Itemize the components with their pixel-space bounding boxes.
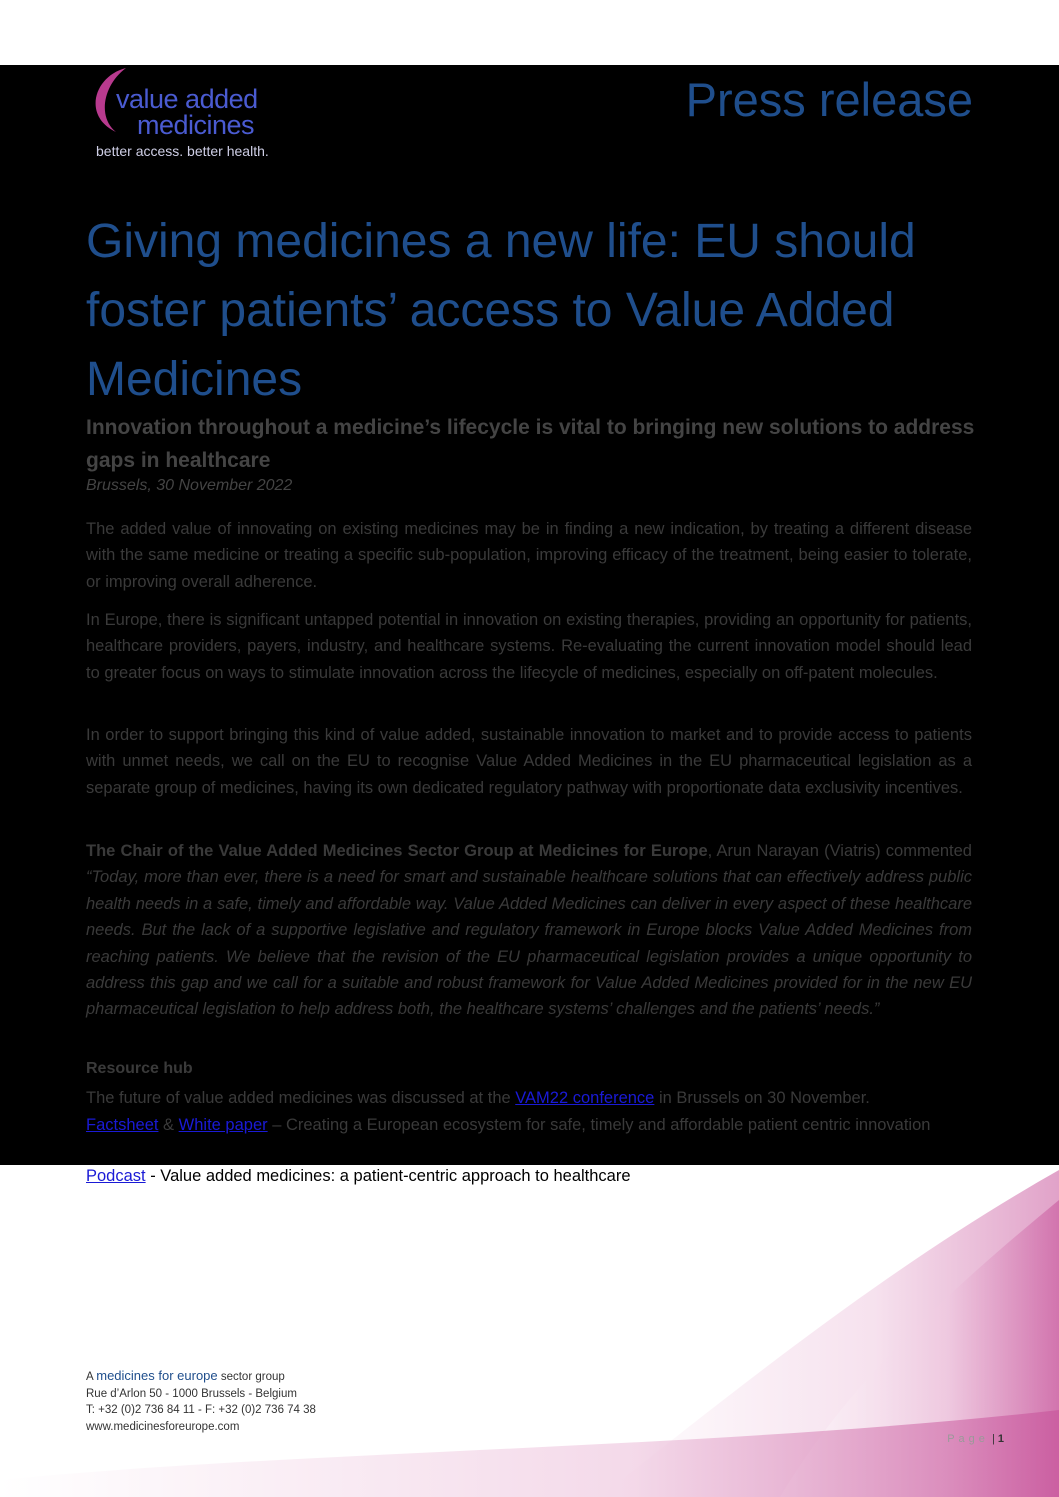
footer-mfe-name: medicines for europe <box>96 1368 218 1383</box>
logo-tagline: better access. better health. <box>96 143 269 159</box>
footer-street: Rue d’Arlon 50 - 1000 Brussels - Belgium <box>86 1387 297 1400</box>
footer-website: www.medicinesforeurope.com <box>86 1420 240 1433</box>
page-label: Page <box>947 1433 989 1445</box>
subheadline: Innovation throughout a medicine’s lifecycle is vital to bringing new solutions to address gaps in healthcare <box>86 416 975 472</box>
headline: Giving medicines a new life: EU should foster patients’ access to Value Added Medicines <box>86 215 916 406</box>
resource-text: - Value added medicines: a patient-centric approach to healthcare <box>145 1167 631 1185</box>
logo-text-line2: medicines <box>137 110 255 140</box>
body-paragraph-3: In order to support bringing this kind of value added, sustainable innovation to market and to provide access to patients with unmet needs, we call on the EU to recognise Value Added Medicines in the EU pharmaceutical legislation as a separate group of medicines, having its own dedicated regulatory pathway with proportionate data exclusivity incentives. <box>86 726 972 797</box>
footer-text: A <box>86 1371 97 1383</box>
chair-name: , Arun Narayan (Viatris) commented <box>707 842 972 860</box>
body-paragraph-2: In Europe, there is significant untapped potential in innovation on existing therapies, providing an opportunity for patients, healthcare providers, payers, industry, and healthcare systems. Re-evaluating the current innovation model should lead to greater focus on ways to stimulate innovation across the lifecycle of medicines, especially on off-patent molecules. <box>86 611 972 682</box>
footer-address <box>86 1368 316 1435</box>
page-number-value: 1 <box>997 1433 1004 1445</box>
page-separator: | <box>988 1433 998 1445</box>
resource-text: in Brussels on 30 November. <box>654 1089 870 1107</box>
document-type-title: Press release <box>685 73 973 126</box>
podcast-link[interactable]: Podcast <box>86 1167 146 1185</box>
footer-text: sector group <box>217 1371 285 1383</box>
body-paragraph-1: The added value of innovating on existing medicines may be in finding a new indication, by treating a different disease with the same medicine or treating a specific sub-population, improving efficacy of the treatment, being easier to tolerate, or improving overall adherence. <box>86 520 972 591</box>
vam22-conference-link[interactable]: VAM22 conference <box>515 1089 655 1107</box>
white-paper-link[interactable]: White paper <box>178 1116 268 1134</box>
resource-text: – Creating a European ecosystem for safe, timely and affordable patient centric innovation <box>267 1116 931 1134</box>
logo <box>86 66 316 158</box>
logo-text-line1: value added <box>116 84 258 114</box>
dateline: Brussels, 30 November 2022 <box>86 477 293 494</box>
factsheet-link[interactable]: Factsheet <box>86 1116 159 1134</box>
resource-hub-line-1 <box>86 1085 972 1111</box>
page-number <box>947 1433 1004 1445</box>
chair-title: The Chair of the Value Added Medicines Sector Group at Medicines for Europe <box>86 842 708 860</box>
resource-text: & <box>158 1116 179 1134</box>
footer-phone: T: +32 (0)2 736 84 11 - F: +32 (0)2 736 74 38 <box>86 1404 316 1416</box>
resource-text: The future of value added medicines was discussed at the <box>86 1089 516 1107</box>
resource-hub-line-2 <box>86 1112 972 1138</box>
decorative-wave <box>0 1150 1059 1497</box>
resource-hub-title: Resource hub <box>86 1060 193 1077</box>
chair-quote: “Today, more than ever, there is a need for smart and sustainable healthcare solutions that can effectively address public health needs in a safe, timely and affordable way. Value Added Medicines can deliver in every aspect of these healthcare needs. But the lack of a supportive legislative and regulatory framework in Europe blocks Value Added Medicines from reaching patients. We believe that the revision of the EU pharmaceutical legislation provides a unique opportunity to address this gap and we call for a suitable and robust framework for Value Added Medicines provided for in the new EU pharmaceutical legislation to help address both, the healthcare systems’ challenges and the patients’ needs.” <box>86 868 972 1019</box>
body-paragraph-4 <box>86 838 972 1023</box>
